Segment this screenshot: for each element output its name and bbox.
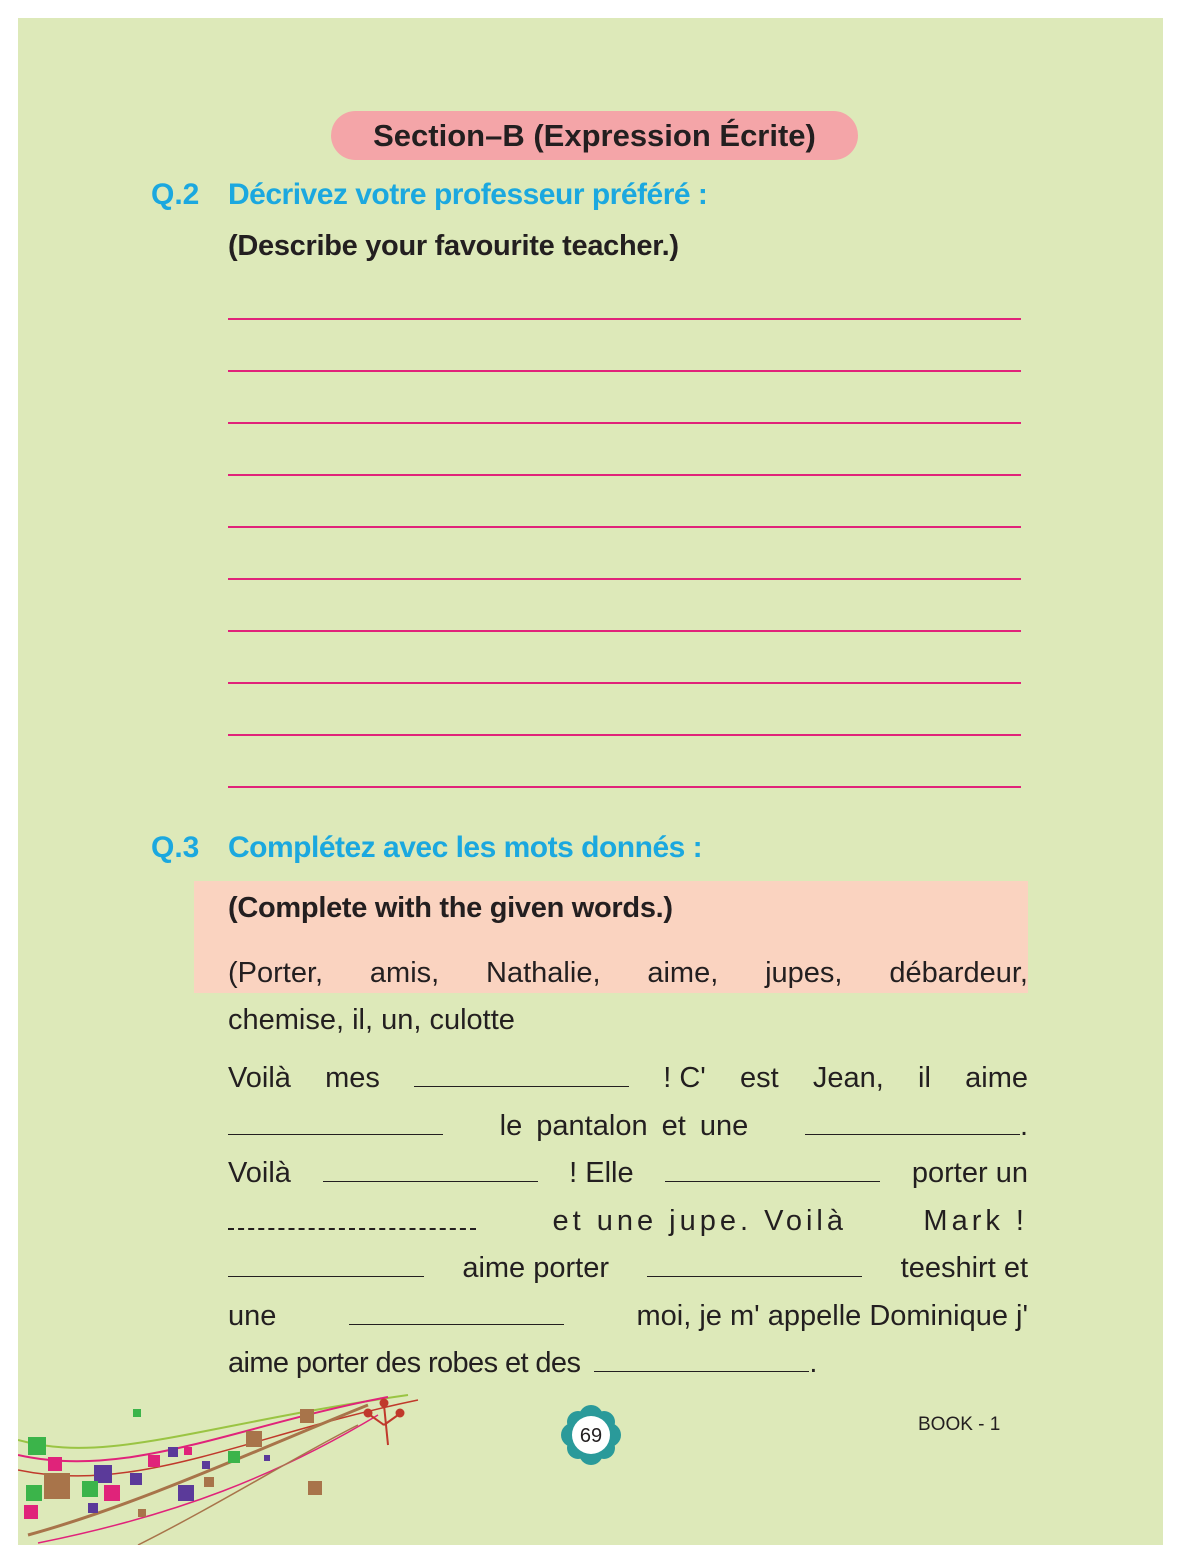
blank-9[interactable] [349,1300,564,1325]
writing-line[interactable] [228,526,1021,528]
blank-2[interactable] [228,1110,443,1135]
writing-line[interactable] [228,682,1021,684]
text: le pantalon et une [499,1109,749,1142]
text: Voilà [228,1062,291,1094]
text: une [228,1299,277,1332]
text: Mark ! [923,1204,1028,1237]
blank-6[interactable] [228,1204,476,1230]
text: . [1019,1109,1028,1142]
word-bank-line-1: (Porter, amis, Nathalie, aime, jupes, débardeur, [228,957,1028,989]
text: ! Elle [569,1157,634,1189]
blank-1[interactable] [414,1062,629,1087]
paragraph-line [228,1198,1028,1246]
q2-subtitle: (Describe your favourite teacher.) [228,230,679,262]
blank-7[interactable] [228,1252,424,1277]
writing-line[interactable] [228,474,1021,476]
writing-line[interactable] [228,422,1021,424]
blank-3[interactable] [805,1110,1020,1135]
text: il [918,1062,931,1094]
word-bank-line-2: chemise, il, un, culotte [228,1004,515,1036]
text: moi, je m' appelle Dominique j' [636,1299,1028,1332]
paragraph-line [228,1055,1028,1103]
section-title: Section–B (Expression Écrite) [331,111,858,160]
text: aime porter [462,1252,609,1284]
q3-title: Complétez avec les mots donnés : [228,831,703,864]
paragraph-line [228,1340,1028,1388]
text: porter un [911,1157,1028,1189]
blank-8[interactable] [647,1252,862,1277]
writing-line[interactable] [228,786,1021,788]
word-bank [228,950,1028,1044]
text: teeshirt et [900,1252,1028,1284]
paragraph-line [228,1245,1028,1293]
paragraph-line [228,1103,1028,1151]
page-number-badge [556,1405,626,1465]
text: et une jupe. Voilà [552,1204,847,1237]
q3-number: Q.3 [151,831,200,864]
decorative-swirl [18,1385,438,1545]
blank-4[interactable] [323,1157,538,1182]
text: est [740,1062,779,1094]
q2-title: Décrivez votre professeur préféré : [228,178,708,211]
writing-line[interactable] [228,578,1021,580]
q3-subtitle: (Complete with the given words.) [228,892,673,924]
blank-5[interactable] [665,1157,880,1182]
paragraph-line [228,1150,1028,1198]
writing-line[interactable] [228,370,1021,372]
q2-number: Q.2 [151,178,200,211]
text: . [809,1347,818,1379]
writing-line[interactable] [228,318,1021,320]
text: ! C' [663,1062,706,1094]
text: mes [325,1062,380,1094]
text: Voilà [228,1157,291,1189]
text: Jean, [812,1062,884,1094]
fill-in-paragraph [228,1055,1028,1388]
book-label: BOOK - 1 [918,1414,1001,1435]
text: aime porter des robes et des [228,1347,581,1379]
text: aime [965,1062,1028,1094]
writing-line[interactable] [228,734,1021,736]
blank-10[interactable] [594,1347,809,1372]
paragraph-line [228,1293,1028,1341]
writing-line[interactable] [228,630,1021,632]
page-number: 69 [579,1425,603,1447]
